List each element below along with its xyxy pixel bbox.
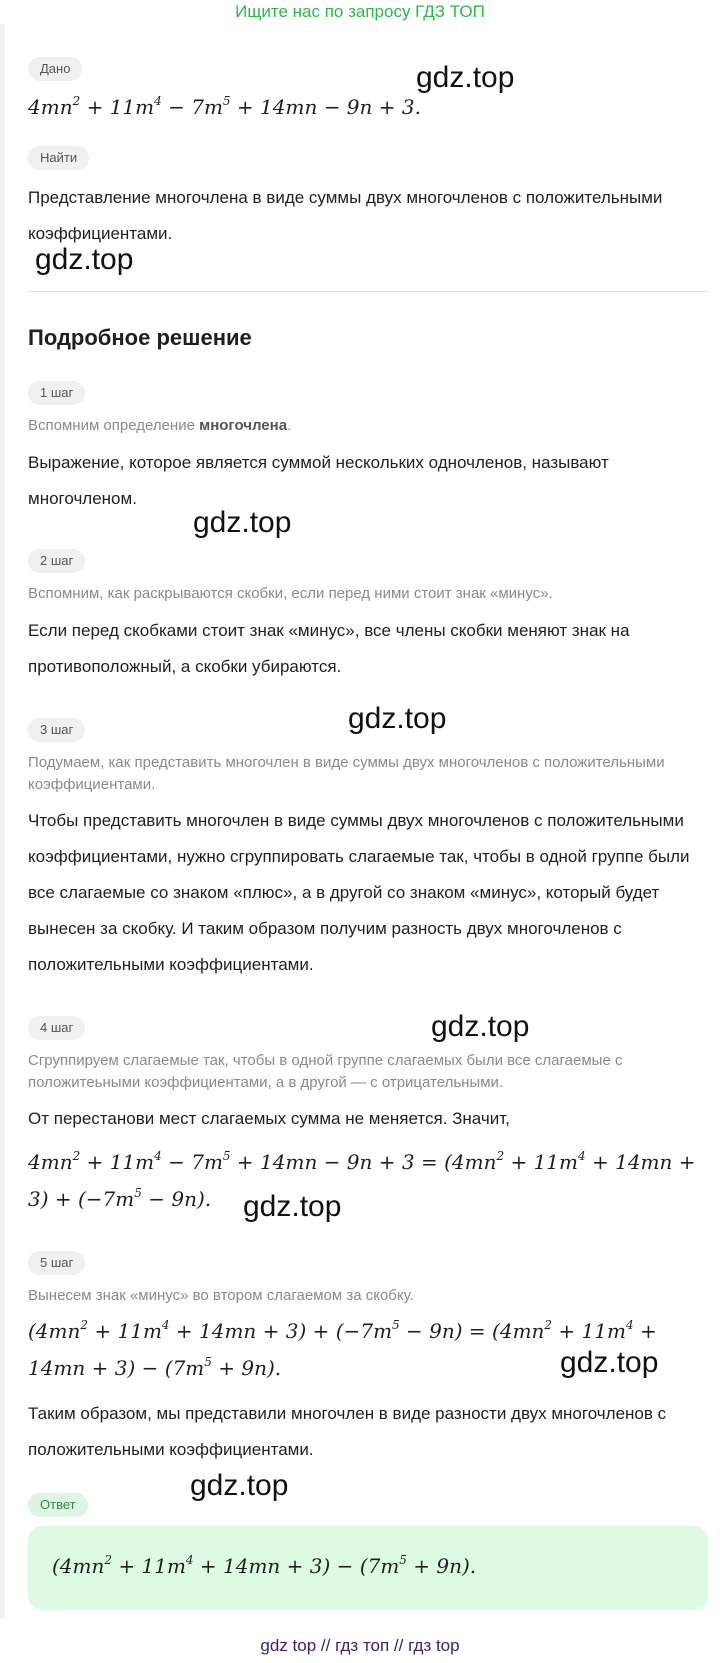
step-2-hint: Вспомним, как раскрываются скобки, если перед ними стоит знак «минус». (28, 585, 553, 602)
answer-expression: $(4mn^2 + 11m^4 + 14mn + 3) - (7m^5 + 9n)$. (52, 1553, 477, 1578)
watermark: gdz.top (560, 1346, 659, 1379)
find-label: Найти (28, 146, 89, 170)
step-3-hint: Подумаем, как представить многочлен в виде суммы двух многочленов с положительными коэффициентами. (28, 754, 665, 793)
watermark: gdz.top (348, 702, 447, 735)
watermark: gdz.top (431, 1010, 530, 1043)
step-1-label: 1 шаг (28, 381, 85, 405)
find-text: Представление многочлена в виде суммы двух многочленов с положительными коэффициентами. (28, 188, 663, 243)
watermark: gdz.top (35, 243, 134, 276)
answer-label: Ответ (28, 1493, 88, 1517)
step-5-label: 5 шаг (28, 1251, 85, 1275)
step-4-expression-line-2: $3) + (-7m^5 - 9n)$. (28, 1186, 212, 1211)
step-4-text: От перестанови мест слагаемых сумма не меняется. Значит, (28, 1109, 510, 1128)
step-5-text: Таким образом, мы представили многочлен в виде разности двух многочленов с положительными коэффициентами. (28, 1404, 667, 1459)
step-5-hint: Вынесем знак «минус» во втором слагаемом за скобку. (28, 1287, 414, 1304)
footer-links[interactable]: gdz top // гдз топ // гдз top (260, 1636, 460, 1655)
answer-box (28, 1526, 708, 1610)
given-expression: $4mn^2 + 11m^4 - 7m^5 + 14mn - 9n + 3$. (28, 94, 421, 119)
watermark: gdz.top (190, 1469, 289, 1502)
step-2-label: 2 шаг (28, 549, 85, 573)
step-5-expression-line-2: $14mn + 3) - (7m^5 + 9n)$. (28, 1355, 282, 1380)
search-banner[interactable]: Ищите нас по запросу ГДЗ ТОП (235, 2, 485, 21)
step-3-text: Чтобы представить многочлен в виде суммы двух многочленов с положительными коэффициентами, нужно сгруппировать слагаемые так, чтобы в одной группе были все слагаемые со знаком «плюс», а в другой со знаком «минус», который будет вынесен за скобку. И таким образом получим разность двух многочленов с положительными коэффициентами. (28, 811, 690, 974)
divider (28, 291, 708, 292)
step-2-text: Если перед скобками стоит знак «минус», все члены скобки меняют знак на противоположный, а скобки убираются. (28, 621, 630, 676)
watermark: gdz.top (243, 1190, 342, 1223)
step-3-label: 3 шаг (28, 718, 85, 742)
step-4-hint: Сгруппируем слагаемые так, чтобы в одной группе слагаемых были все слагаемые с положитеьными коэффициентами, а в другой — с отрицательными. (28, 1052, 623, 1091)
watermark: gdz.top (416, 61, 515, 94)
step-1-hint: Вспомним определение многочлена. (28, 417, 292, 434)
watermark: gdz.top (193, 506, 292, 539)
step-1-text: Выражение, которое является суммой нескольких одночленов, называют многочленом. (28, 453, 609, 508)
solution-heading: Подробное решение (28, 325, 252, 350)
step-4-label: 4 шаг (28, 1016, 85, 1040)
step-5-expression-line-1: $(4mn^2 + 11m^4 + 14mn + 3) + (-7m^5 - 9n) = (4mn^2 + 11m^4$ + (28, 1318, 657, 1343)
left-border (0, 24, 5, 1619)
given-label: Дано (28, 57, 82, 81)
step-4-expression-line-1: $4mn^2 + 11m^4 - 7m^5 + 14mn - 9n + 3 = (4mn^2 + 11m^4 + 14mn$ + (28, 1149, 696, 1174)
